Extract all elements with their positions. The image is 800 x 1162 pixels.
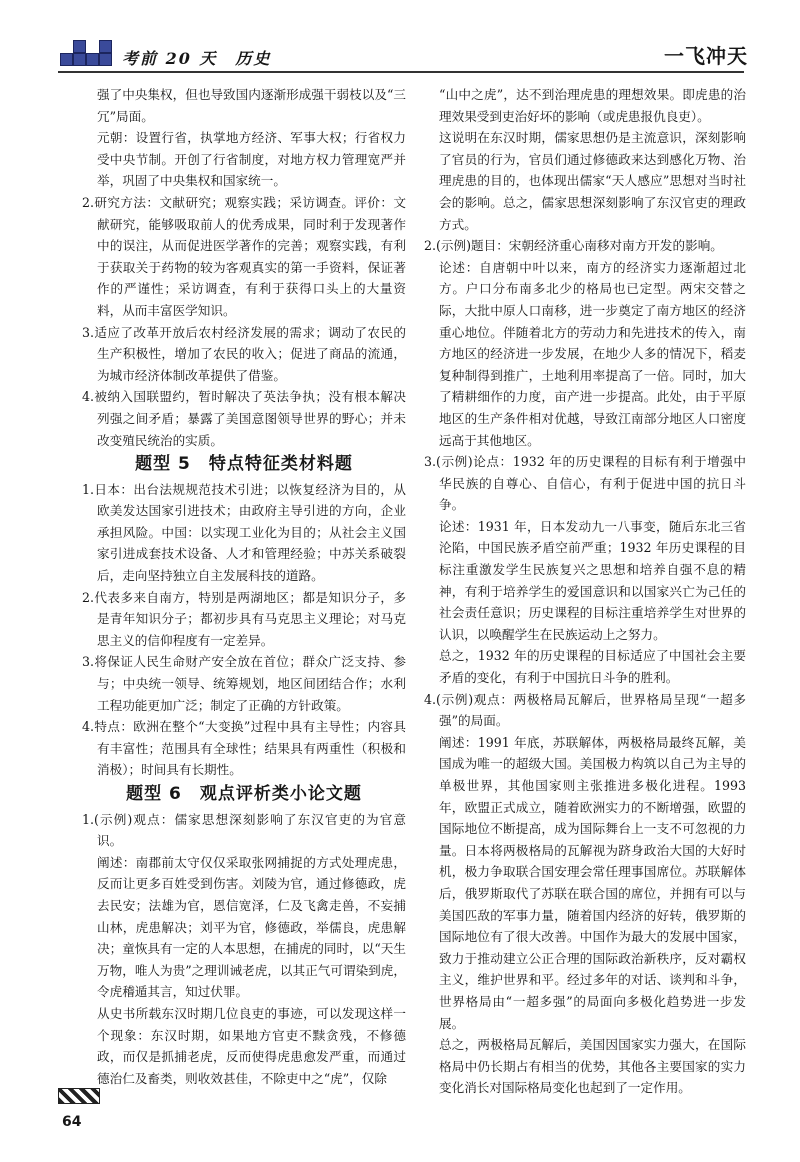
paragraph: 2.(示例)题目：宋朝经济重心南移对南方开发的影响。 [424, 238, 723, 254]
paragraph: 4.特点：欧洲在整个“大变换”过程中具有主导性；内容具有丰富性；范围具有全球性；结果具有两重性（积极和消极）；时间具有长期性。 [82, 719, 406, 778]
paragraph: 3.将保证人民生命财产安全放在首位；群众广泛支持、参与；中央统一领导、统筹规划，地区间团结合作；水利工程功能更加广泛；制定了正确的方针政策。 [82, 654, 406, 713]
paragraph: 3.适应了改革开放后农村经济发展的需求；调动了农民的生产积极性，增加了农民的收入；促进了商品的流通，为城市经济体制改革提供了借鉴。 [82, 324, 406, 383]
book-title: 考前 20 天 历史 [122, 49, 272, 68]
paragraph: 论述：自唐朝中叶以来，南方的经济实力逐渐超过北方。户口分布南多北少的格局也已定型。两宋交替之际，大批中原人口南移，进一步奠定了南方地区的经济重心地位。伴随着北方的劳动力和先进技术的传入，南方地区的经济进一步发展，在地少人多的情况下，稻麦复种制得到推广，土地利用率提高了一倍。同时，加大了精耕细作的力度，亩产进一步提高。此处，由于平原地区的生产条件相对优越，导致江南部分地区人口密度远高于其他地区。 [439, 259, 746, 448]
paragraph: 3.(示例)论点：1932 年的历史课程的目标有利于增强中华民族的自尊心、自信心，有利于促进中国的抗日斗争。 [424, 454, 746, 513]
paragraph: 总之，1932 年的历史课程的目标适应了中国社会主要矛盾的变化，有利于中国抗日斗争的胜利。 [439, 648, 746, 686]
section-title: 题型 5 特点特征类材料题 [135, 454, 353, 475]
paragraph: 1.(示例)观点：儒家思想深刻影响了东汉官吏的为官意识。 [82, 811, 406, 849]
paragraph: 强了中央集权，但也导致国内逐渐形成强干弱枝以及“三冗”局面。 [97, 87, 406, 124]
paragraph: 总之，两极格局瓦解后，美国因国家实力强大，在国际格局中仍长期占有相当的优势，其他各主要国家的实力变化消长对国际格局变化也起到了一定作用。 [439, 1037, 746, 1096]
paragraph: 2.研究方法：文献研究；观察实践；采访调查。评价：文献研究，能够吸取前人的优秀成果，同时利于发现著作中的误注，从而促进医学著作的完善；观察实践，有利于获取关于药物的较为客观真实的第一手资料，保证著作的严谨性；采访调查，有利于获得口头上的大量资料，从而丰富医学知识。 [82, 194, 406, 318]
page-number: 64 [62, 1114, 82, 1130]
paragraph: 从史书所载东汉时期几位良吏的事迹，可以发现这样一个现象：东汉时期，如果地方官吏不黩贪残，不修德政，而仅是抓捕老虎，反而使得虎患愈发严重，而通过德治仁及畜类，则收效甚佳，不除吏中之“虎”，仅除 [97, 1005, 406, 1086]
paragraph: 阐述：南郡前太守仅仅采取张网捕捉的方式处理虎患，反而让更多百姓受到伤害。刘陵为官，通过修德政，虎去民安；法雄为官，恩信宽泽，仁及飞禽走兽，不妄捕山林，虎患解决；刘平为官，修德政，举儒良，虎患解决；童恢具有一定的人本思想，在捕虎的同时，以“天生万物，唯人为贵”之理训诫老虎，以其正气可谓染到虎，令虎稽遁其言，知过伏罪。 [97, 854, 406, 1000]
paragraph: 2.代表多来自南方，特别是两湖地区；都是知识分子，多是青年知识分子；都初步具有马克思主义理论；对马克思主义的信仰程度有一定差异。 [82, 589, 406, 648]
page-header [0, 0, 800, 80]
right-column [424, 84, 746, 1099]
paragraph: “山中之虎”，达不到治理虎患的理想效果。即虎患的治理效果受到吏治好坏的影响（或虎患报仇良吏）。 [439, 87, 746, 124]
paragraph: 论述：1931 年，日本发动九一八事变，随后东北三省沦陷，中国民族矛盾空前严重；1932 年历史课程的目标注重激发学生民族复兴之思想和培养自强不息的精神，有利于培养学生的爱国意识和以国家兴亡为己任的社会责任意识；历史课程的目标注重培养学生对世界的认识，以唤醒学生在民族运动上之努力。 [439, 518, 746, 642]
paragraph: 4.被纳入国联盟约，暂时解决了英法争执；没有根本解决列强之间矛盾；暴露了美国意图领导世界的野心；并未改变殖民统治的实质。 [82, 389, 406, 448]
paragraph: 阐述：1991 年底，苏联解体，两极格局最终瓦解，美国成为唯一的超级大国。美国极力构筑以自己为主导的单极世界，其他国家则主张推进多极化进程。1993 年，欧盟正式成立，随着欧洲实力的不断增强，欧盟的国际地位不断提高，成为国际舞台上一支不可忽视的力量。日本将两极格局的瓦解视为跻身政治大国的大好时机，极力争取联合国安理会常任理事国席位。苏联解体后，俄罗斯取代了苏联在联合国的席位，并拥有可以与美国匹敌的军事力量，随着国内经济的好转，俄罗斯的国际地位有了很大改善。中国作为最大的发展中国家，致力于推动建立公正合理的国际政治新秩序，反对霸权主义，维护世界和平。经过多年的对话、谈判和斗争，世界格局由“一超多强”的局面向多极化趋势进一步发展。 [439, 734, 746, 1031]
header-divider [58, 71, 744, 73]
paragraph: 4.(示例)观点：两极格局瓦解后，世界格局呈现“一超多强”的局面。 [424, 691, 746, 729]
logo-blocks-icon [60, 40, 112, 66]
left-column [82, 84, 406, 1089]
section-title: 题型 6 观点评析类小论文题 [126, 784, 362, 804]
paragraph: 1.日本：出台法规规范技术引进；以恢复经济为目的，从欧美发达国家引进技术；由政府主导引进的方向，企业承担风险。中国：以实现工业化为目的；从社会主义国家引进成套技术设备、人才和管理经验；中苏关系破裂后，走向坚持独立自主发展科技的道路。 [82, 481, 406, 584]
paragraph: 这说明在东汉时期，儒家思想仍是主流意识，深刻影响了官员的行为，官员们通过修德政来达到感化万物、治理虎患的目的，也体现出儒家“天人感应”思想对当时社会的影响。总之，儒家思想深刻影响了东汉官吏的理政方式。 [439, 130, 746, 232]
brand-logo: 一飞冲天 [664, 44, 748, 68]
paragraph: 元朝：设置行省，执掌地方经济、军事大权；行省权力受中央节制。开创了行省制度，对地方权力管理宽严并举，巩固了中央集权和国家统一。 [97, 130, 406, 189]
checkered-flag-icon [58, 1088, 100, 1104]
page-footer [56, 1088, 106, 1134]
